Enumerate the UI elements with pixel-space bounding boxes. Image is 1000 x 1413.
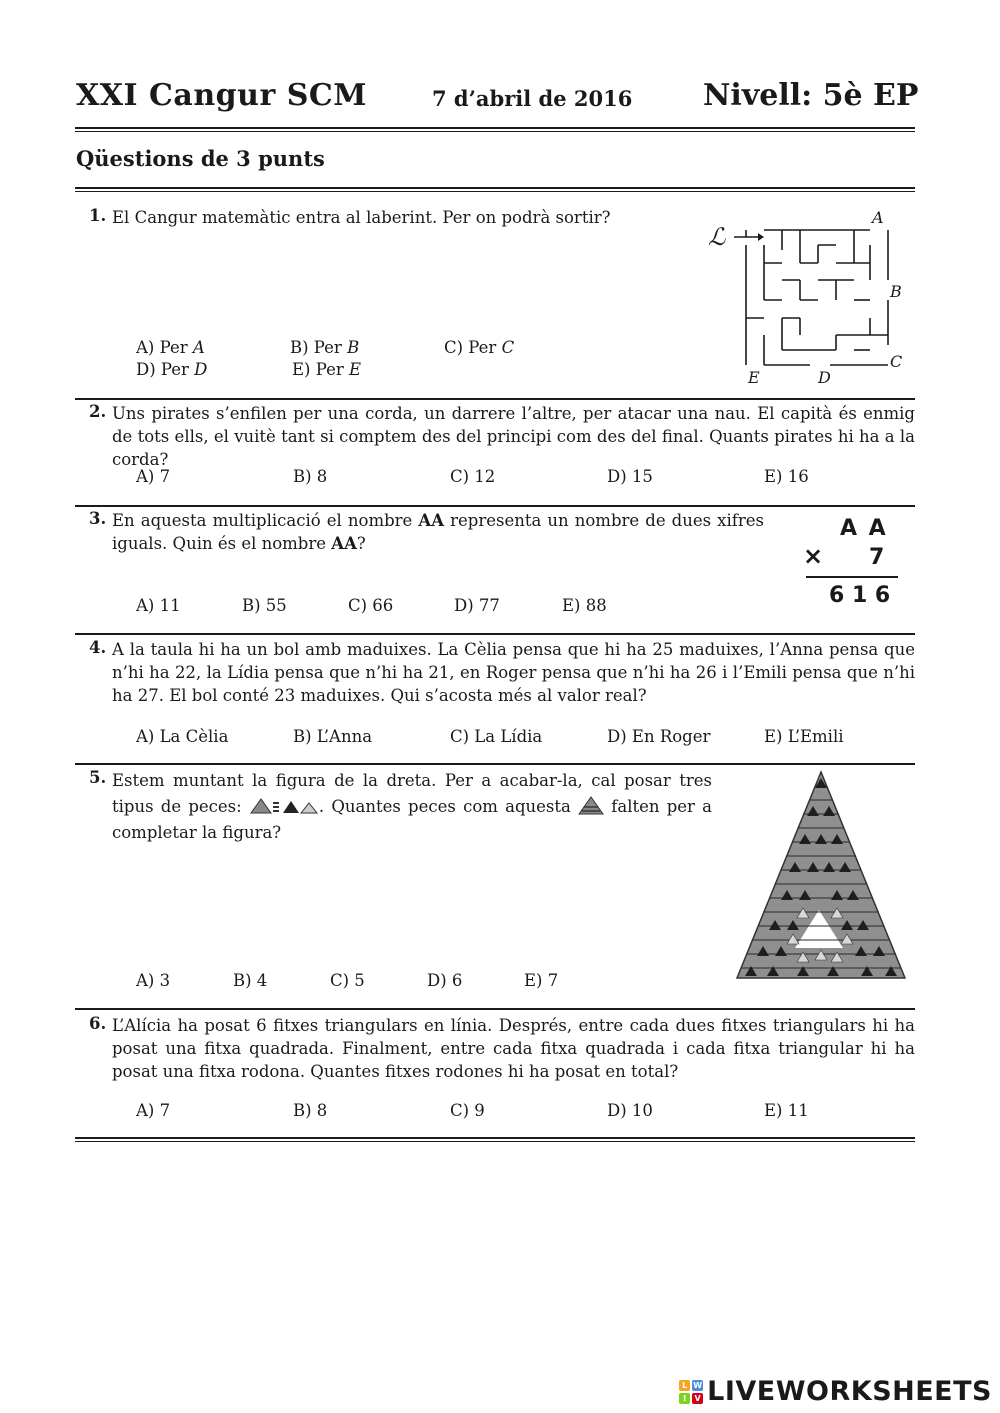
question-number: 1. xyxy=(89,206,107,225)
option-d[interactable]: D) 77 xyxy=(454,596,500,615)
divider xyxy=(75,1008,915,1010)
option-c[interactable]: C) 12 xyxy=(450,467,496,486)
multiplication-line xyxy=(806,576,898,578)
question-text: L’Alícia ha posat 6 fitxes triangulars en línia. Després, entre cada dues fitxes triangulars hi ha posat una fitxa quadrada. Finalment, entre cada fitxa quadrada i cada fitxa triangular hi ha posat una fitxa rodona. Quantes fitxes rodones hi ha posat en total? xyxy=(112,1016,915,1081)
question-number: 6. xyxy=(89,1014,107,1033)
option-e[interactable]: E) 16 xyxy=(764,467,809,486)
question-text: Estem muntant la figura de la dreta. Per a acabar-la, cal posar tres tipus de peces: . Quantes peces com aquesta falten per a completar la figura? xyxy=(112,771,712,842)
option-d[interactable]: D) Per D xyxy=(136,360,208,379)
maze-label-c: C xyxy=(890,352,903,371)
option-c[interactable]: C) 66 xyxy=(348,596,394,615)
maze-label-a: A xyxy=(872,208,884,227)
divider xyxy=(75,505,915,507)
footer-rule-top xyxy=(75,1137,915,1139)
triangle-figure xyxy=(733,770,909,982)
option-b[interactable]: B) 8 xyxy=(293,1101,328,1120)
divider xyxy=(75,633,915,635)
maze-label-d: D xyxy=(818,368,831,387)
option-a[interactable]: A) 11 xyxy=(136,596,181,615)
option-c[interactable]: C) 9 xyxy=(450,1101,485,1120)
option-e[interactable]: E) 88 xyxy=(562,596,607,615)
question-number: 4. xyxy=(89,638,107,657)
option-b[interactable]: B) Per B xyxy=(290,338,360,357)
times-symbol: × xyxy=(803,542,824,570)
divider xyxy=(75,763,915,765)
option-d[interactable]: D) 6 xyxy=(427,971,463,990)
option-a[interactable]: A) La Cèlia xyxy=(136,727,229,746)
option-b[interactable]: B) L’Anna xyxy=(293,727,373,746)
option-e[interactable]: E) 11 xyxy=(764,1101,809,1120)
option-c[interactable]: C) La Lídia xyxy=(450,727,543,746)
question-text: El Cangur matemàtic entra al laberint. Per on podrà sortir? xyxy=(112,208,611,227)
option-c[interactable]: C) 5 xyxy=(330,971,365,990)
option-a[interactable]: A) 7 xyxy=(136,1101,171,1120)
maze-figure xyxy=(700,205,915,390)
maze-label-e: E xyxy=(748,368,760,387)
liveworksheets-logo xyxy=(679,1376,992,1407)
divider xyxy=(75,398,915,400)
option-d[interactable]: D) 10 xyxy=(607,1101,653,1120)
maze-label-b: B xyxy=(890,282,902,301)
section-rule-top xyxy=(75,187,915,189)
option-a[interactable]: A) 3 xyxy=(136,971,171,990)
question-number: 3. xyxy=(89,509,107,528)
option-a[interactable]: A) 7 xyxy=(136,467,171,486)
question-text: A la taula hi ha un bol amb maduixes. La Cèlia pensa que hi ha 25 maduixes, l’Anna pensa que n’hi ha 22, la Lídia pensa que n’hi ha 21, en Roger pensa que n’hi ha 26 i l’Emili pensa que n’hi ha 27. El bol conté 23 maduixes. Qui s’acosta més al valor real? xyxy=(112,640,915,705)
question-number: 5. xyxy=(89,768,107,787)
option-d[interactable]: D) 15 xyxy=(607,467,653,486)
header-rule-top xyxy=(75,127,915,129)
option-d[interactable]: D) En Roger xyxy=(607,727,711,746)
section-title: Qüestions de 3 punts xyxy=(76,146,325,171)
exam-date: 7 d’abril de 2016 xyxy=(432,86,633,111)
logo-text: LIVEWORKSHEETS xyxy=(707,1376,992,1407)
logo-icon: L W I V xyxy=(679,1380,703,1404)
piece-icon xyxy=(578,795,604,815)
multiplicand: A A xyxy=(840,516,888,541)
option-b[interactable]: B) 55 xyxy=(242,596,287,615)
section-rule-bottom xyxy=(75,191,915,192)
option-a[interactable]: A) Per A xyxy=(136,338,205,357)
question-text: En aquesta multiplicació el nombre AA representa un nombre de dues xifres iguals. Quin és el nombre AA? xyxy=(112,511,764,553)
option-e[interactable]: E) L’Emili xyxy=(764,727,844,746)
kangaroo-icon: ℒ xyxy=(708,223,726,251)
piece-types-icon xyxy=(249,795,319,815)
question-number: 2. xyxy=(89,402,107,421)
page-title: XXI Cangur SCM xyxy=(76,78,367,113)
multiplier: 7 xyxy=(869,545,885,570)
option-b[interactable]: B) 8 xyxy=(293,467,328,486)
option-c[interactable]: C) Per C xyxy=(444,338,515,357)
question-text: Uns pirates s’enfilen per una corda, un darrere l’altre, per atacar una nau. El capità és enmig de tots ells, el vuitè tant si comptem des del principi com des del final. Quants pirates hi ha a la corda? xyxy=(112,404,915,469)
option-e[interactable]: E) Per E xyxy=(292,360,362,379)
header-rule-bottom xyxy=(75,131,915,132)
product: 6 1 6 xyxy=(829,583,891,608)
option-e[interactable]: E) 7 xyxy=(524,971,559,990)
option-b[interactable]: B) 4 xyxy=(233,971,268,990)
footer-rule-bottom xyxy=(75,1141,915,1142)
exam-level: Nivell: 5è EP xyxy=(703,78,919,113)
